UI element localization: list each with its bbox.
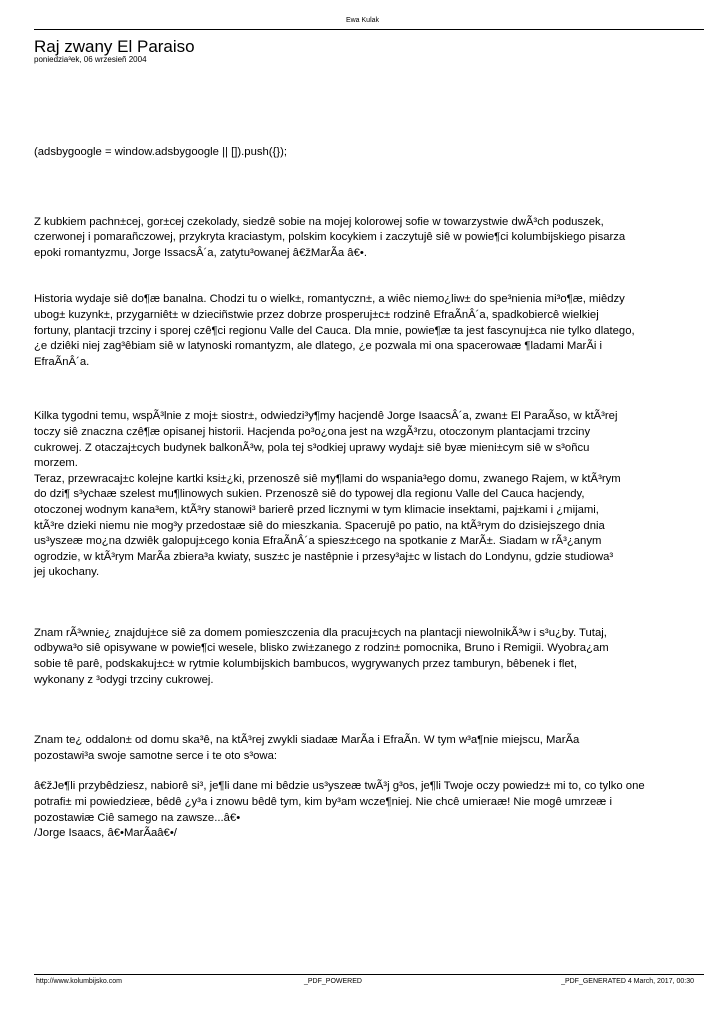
article-paragraph: Znam te¿ oddalon± od domu ska³ê, na ktÃ³rej zwykli siadaæ MarÃa i EfraÃn. W tym w³a¶nie miejscu, MarÃa pozostawi³a swoje samotne serce i te oto s³owa: [34, 734, 580, 762]
article-paragraph: Kilka tygodni temu, wspÃ³lnie z moj± siostr±, odwiedzi³y¶my hacjendê Jorge IsaacsÂ´a, zwan± El ParaÃso, w ktÃ³rej toczy siê znaczna czê¶æ opisanej historii. Hacjenda po³o¿ona jest na wzgÃ³rzu, otoczonym plantacjami trzciny cukrowej. Z otaczaj±cych budynek balkonÃ³w, pola tej s³odkiej uprawy wydaj± siê byæ mieni±cym siê w s³oñcu morzem. Teraz, przewracaj±c kolejne kartki ksi±¿ki, przenoszê siê my¶lami do wspania³ego domu, zwanego Rajem, w ktÃ³rym do dzi¶ s³ychaæ szelest mu¶linowych sukien. Przenoszê siê do typowej dla regionu Valle del Cauca hacjendy, otoczonej wodnym kana³em, ktÃ³ry stanowi³ barierê przed licznymi w tym klimacie insektami, paj±kami i ¿mijami, ktÃ³re dzieki niemu nie mog³y przedostaæ siê do mieszkania. Spacerujê po patio, na ktÃ³rym do dzisiejszego dnia us³yszeæ mo¿na dzwiêk galopuj±cego konia EfraÃnÂ´a spiesz±cego na spotkanie z MarÃ±. Siadam w rÃ³¿anym ogrodzie, w ktÃ³rym MarÃa zbiera³a kwiaty, susz±c je nastêpnie i przesy³aj±c w listach do Londynu, gdzie studiowa³ jej ukochany. [34, 410, 621, 579]
paragraph-spacer [34, 688, 694, 733]
footer-generated-text: _PDF_GENERATED 4 March, 2017, 00:30 [561, 978, 694, 985]
article-title: Raj zwany El Paraiso [34, 37, 195, 56]
article-quote: â€žJe¶li przybêdziesz, nabiorê si³, je¶li dane mi bêdzie us³yszeæ twÃ³j g³os, je¶li Twoje oczy powiedz± mi to, co tylko one potrafi± mi powiedzieæ, bêdê ¿y³a i znowu bêdê tym, kim by³am wcze¶niej. Nie chcê umieraæ! Nie mogê umrzeæ i pozostawiæ Ciê samego na zawsze...â€• /Jorge Isaacs, â€•MarÃaâ€•/ [34, 780, 645, 840]
page-author-header: Ewa Kulak [345, 17, 380, 24]
paragraph-spacer [34, 370, 694, 409]
article-body [34, 145, 694, 842]
paragraph-spacer [34, 764, 694, 779]
article-paragraph: Historia wydaje siê do¶æ banalna. Chodzi tu o wielk±, romantyczn±, a wiêc niemo¿liw± do spe³nienia mi³o¶æ, miêdzy ubog± kuzynk±, przygarniêt± w dzieciñstwie przez dobrze prosperuj±c± rodzinê EfraÃnÂ´a, spadkobiercê wielkiej fortuny, plantacji trzciny i sporej czê¶ci regionu Valle del Cauca. Dla mnie, powie¶æ ta jest fascynuj±ca nie tylko dlatego, ¿e dziêki niej zag³êbiam siê w latynoski romantyzm, ale dlatego, ¿e pozwala mi ona spacerowaæ ¶ladami MarÃi i EfraÃnÂ´a. [34, 293, 635, 368]
header-divider [34, 29, 704, 30]
footer-powered-text: _PDF_POWERED [304, 978, 362, 985]
ad-script-text: (adsbygoogle = window.adsbygoogle || []).push({}); [34, 146, 287, 158]
article-date: poniedzia³ek, 06 wrzesieñ 2004 [34, 55, 147, 64]
article-paragraph: Z kubkiem pachn±cej, gor±cej czekolady, siedzê sobie na mojej kolorowej sofie w towarzystwie dwÃ³ch poduszek, czerwonej i pomarañczowej, przykryta kraciastym, polskim kocykiem i zaczytujê siê w powie¶ci kolumbijskiego pisarza epoki romantyzmu, Jorge IssacsÂ´a, zatytu³owanej â€žMarÃa â€•. [34, 215, 626, 259]
footer-divider [34, 974, 704, 975]
paragraph-spacer [34, 161, 694, 215]
paragraph-spacer [34, 581, 694, 626]
paragraph-spacer [34, 261, 694, 292]
footer-url-link[interactable]: http://www.kolumbijsko.com [36, 978, 122, 985]
article-paragraph: Znam rÃ³wnie¿ znajduj±ce siê za domem pomieszczenia dla pracuj±cych na plantacji niewolnikÃ³w i s³u¿by. Tutaj, odbywa³o siê opisywane w powie¶ci wesele, blisko zwi±zanego z rodzin± pomocnika, Bruno i Remigii. Wyobra¿am sobie tê parê, podskakuj±c± w rytmie kolumbijskich bambucos, wygrywanych przez tamburyn, bêbenek i flet, wykonany z ³odygi trzciny cukrowej. [34, 626, 609, 686]
